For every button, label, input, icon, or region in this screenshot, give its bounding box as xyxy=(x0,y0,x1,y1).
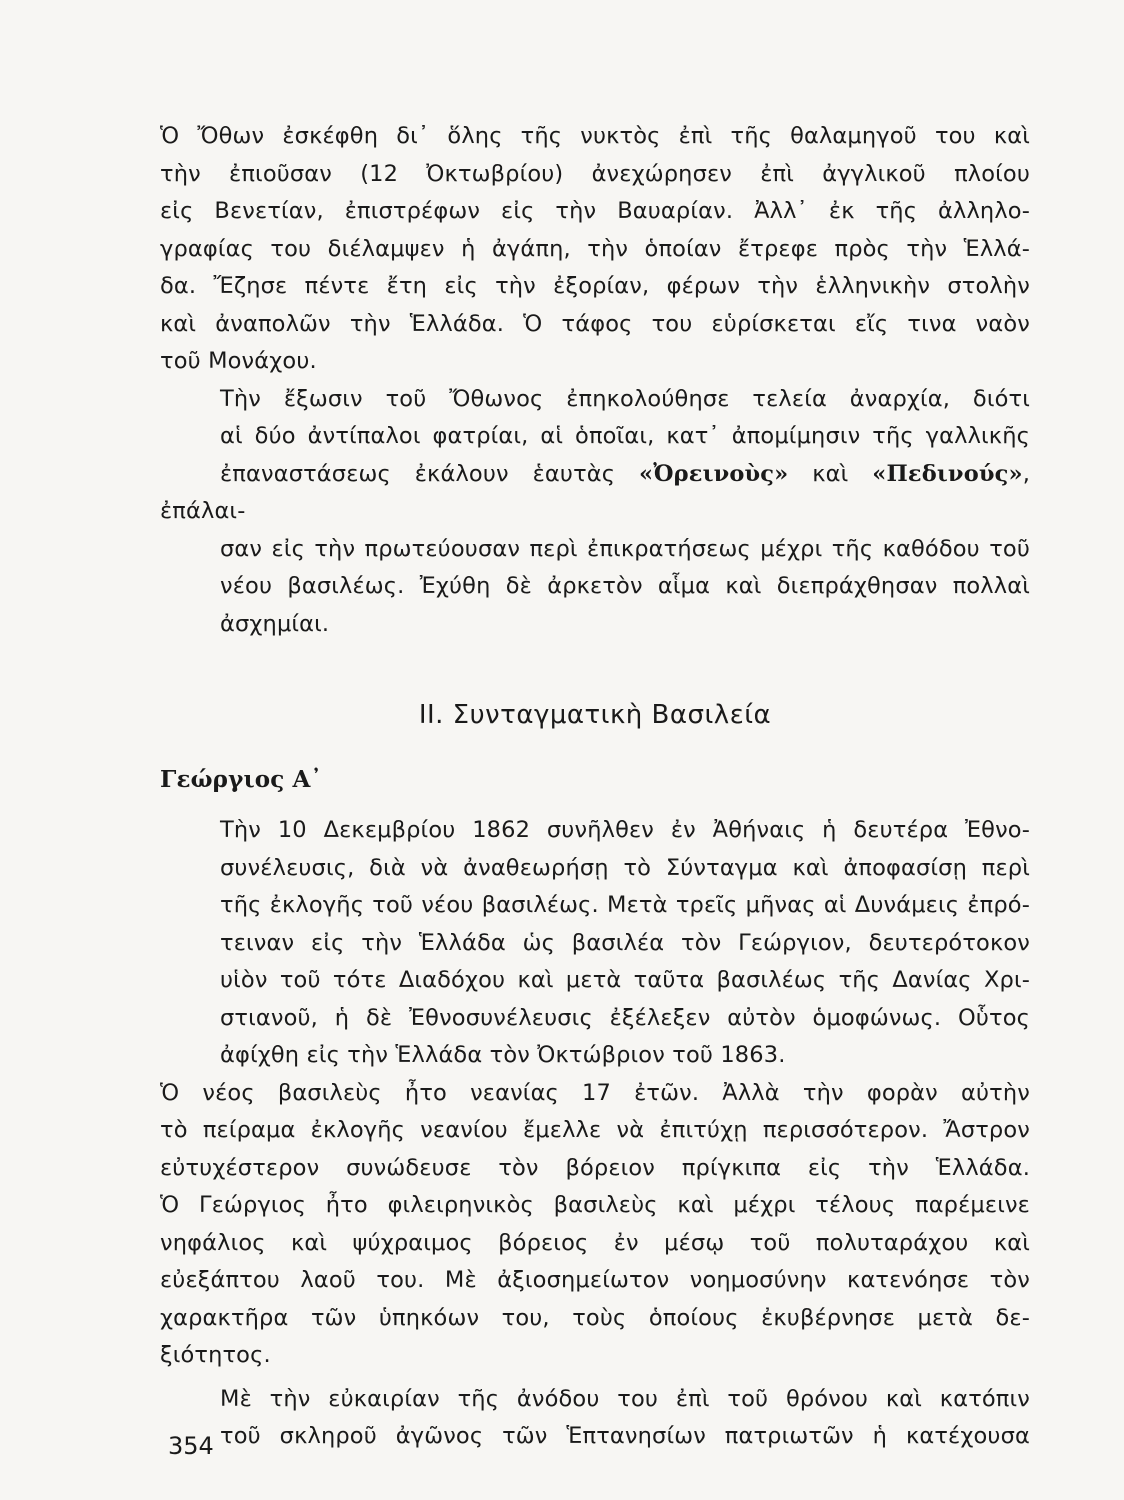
paragraph-election xyxy=(160,812,1030,1075)
text-line: Τὴν 10 Δεκεμβρίου 1862 συνῆλθεν ἐν Ἀθήναις ἡ δευτέρα Ἐθνο- xyxy=(220,817,1030,843)
text-line: Ὁ Ὄθων ἐσκέφθη δι᾽ ὅλης τῆς νυκτὸς ἐπὶ τῆς θαλαμηγοῦ του καὶ xyxy=(160,123,1030,149)
text-line: ξιότητος. xyxy=(160,1342,271,1368)
text-line: τειναν εἰς τὴν Ἑλλάδα ὡς βασιλέα τὸν Γεώργιον, δευτερότοκον xyxy=(220,929,1030,956)
text-fragment: , ἐπάλαι- xyxy=(160,460,1030,524)
text-line: Ὁ Γεώργιος ἦτο φιλειρηνικὸς βασιλεὺς καὶ μέχρι τέλους παρέμεινε xyxy=(160,1192,1030,1218)
text-line: εἰς Βενετίαν, ἐπιστρέφων εἰς τὴν Βαυαρίαν. Ἀλλ᾽ ἐκ τῆς ἀλληλο- xyxy=(160,198,1030,224)
text-line: συνέλευσις, διὰ νὰ ἀναθεωρήσῃ τὸ Σύνταγμα καὶ ἀποφασίσῃ περὶ xyxy=(220,854,1030,881)
text-line: Ὁ νέος βασιλεὺς ἦτο νεανίας 17 ἐτῶν. Ἀλλὰ τὴν φορὰν αὐτὴν xyxy=(160,1079,1030,1106)
text-line: σαν εἰς τὴν πρωτεύουσαν περὶ ἐπικρατήσεως μέχρι τῆς καθόδου τοῦ xyxy=(220,535,1030,562)
paragraph-young-king xyxy=(160,1075,1030,1375)
text-line: τοῦ σκληροῦ ἀγῶνος τῶν Ἑπτανησίων πατριωτῶν ἡ κατέχουσα xyxy=(220,1423,1030,1449)
text-line: καὶ ἀναπολῶν τὴν Ἑλλάδα. Ὁ τάφος του εὑρίσκεται εἴς τινα ναὸν xyxy=(160,310,1030,337)
text-column xyxy=(160,118,1030,1456)
text-line: αἱ δύο ἀντίπαλοι φατρίαι, αἱ ὁποῖαι, κατ᾽ ἀπομίμησιν τῆς γαλλικῆς xyxy=(220,423,1030,449)
text-line: ἀφίχθη εἰς τὴν Ἑλλάδα τὸν Ὀκτώβριον τοῦ 1863. xyxy=(220,1042,786,1068)
text-line: Μὲ τὴν εὐκαιρίαν τῆς ἀνόδου του ἐπὶ τοῦ θρόνου καὶ κατόπιν xyxy=(220,1385,1030,1412)
paragraph-ionian xyxy=(160,1381,1030,1456)
text-fragment: ἐπαναστάσεως ἐκάλουν ἑαυτὰς xyxy=(220,460,639,487)
text-line: τὸ πείραμα ἐκλογῆς νεανίου ἔμελλε νὰ ἐπιτύχῃ περισσότερον. Ἄστρον xyxy=(160,1117,1030,1143)
text-line-with-bold xyxy=(160,456,1030,531)
text-fragment: καὶ xyxy=(788,460,873,487)
text-line: Τὴν ἔξωσιν τοῦ Ὄθωνος ἐπηκολούθησε τελεία ἀναρχία, διότι xyxy=(220,385,1030,412)
text-line: νέου βασιλέως. Ἐχύθη δὲ ἀρκετὸν αἷμα καὶ διεπράχθησαν πολλαὶ xyxy=(220,573,1030,599)
text-line: τοῦ Μονάχου. xyxy=(160,348,317,374)
text-line: τῆς ἐκλογῆς τοῦ νέου βασιλέως. Μετὰ τρεῖς μῆνας αἱ Δυνάμεις ἐπρό- xyxy=(220,892,1030,918)
text-line: γραφίας του διέλαμψεν ἡ ἀγάπη, τὴν ὁποίαν ἔτρεφε πρὸς τὴν Ἑλλά- xyxy=(160,235,1030,262)
text-line: εὐεξάπτου λαοῦ του. Μὲ ἀξιοσημείωτον νοημοσύνην κατενόησε τὸν xyxy=(160,1267,1030,1293)
section-heading: ΙΙ. Συνταγματικὴ Βασιλεία xyxy=(418,700,772,730)
text-line: υἱὸν τοῦ τότε Διαδόχου καὶ μετὰ ταῦτα βασιλέως τῆς Δανίας Χρι- xyxy=(220,967,1030,993)
paragraph-anarchy xyxy=(160,381,1030,644)
text-line: εὐτυχέστερον συνώδευσε τὸν βόρειον πρίγκιπα εἰς τὴν Ἑλλάδα. xyxy=(160,1154,1030,1181)
bold-term-oreinoi: «Ὀρεινοὺς» xyxy=(639,460,789,487)
paragraph-otto-exile xyxy=(160,118,1030,381)
text-line: δα. Ἔζησε πέντε ἔτη εἰς τὴν ἐξορίαν, φέρων τὴν ἑλληνικὴν στολὴν xyxy=(160,273,1030,299)
page-number: 354 xyxy=(168,1432,214,1460)
text-line: τὴν ἐπιοῦσαν (12 Ὀκτωβρίου) ἀνεχώρησεν ἐπὶ ἀγγλικοῦ πλοίου xyxy=(160,160,1030,187)
text-line: νηφάλιος καὶ ψύχραιμος βόρειος ἐν μέσῳ τοῦ πολυταράχου καὶ xyxy=(160,1229,1030,1256)
bold-term-pedinoi: «Πεδινούς» xyxy=(872,460,1023,487)
text-line: χαρακτῆρα τῶν ὑπηκόων του, τοὺς ὁποίους ἐκυβέρνησε μετὰ δε- xyxy=(160,1304,1030,1331)
text-line: στιανοῦ, ἡ δὲ Ἐθνοσυνέλευσις ἐξέλεξεν αὐτὸν ὁμοφώνως. Οὗτος xyxy=(220,1004,1030,1031)
subheading-george-i: Γεώργιος Α᾽ xyxy=(160,765,323,793)
text-line: ἀσχημίαι. xyxy=(220,610,330,637)
